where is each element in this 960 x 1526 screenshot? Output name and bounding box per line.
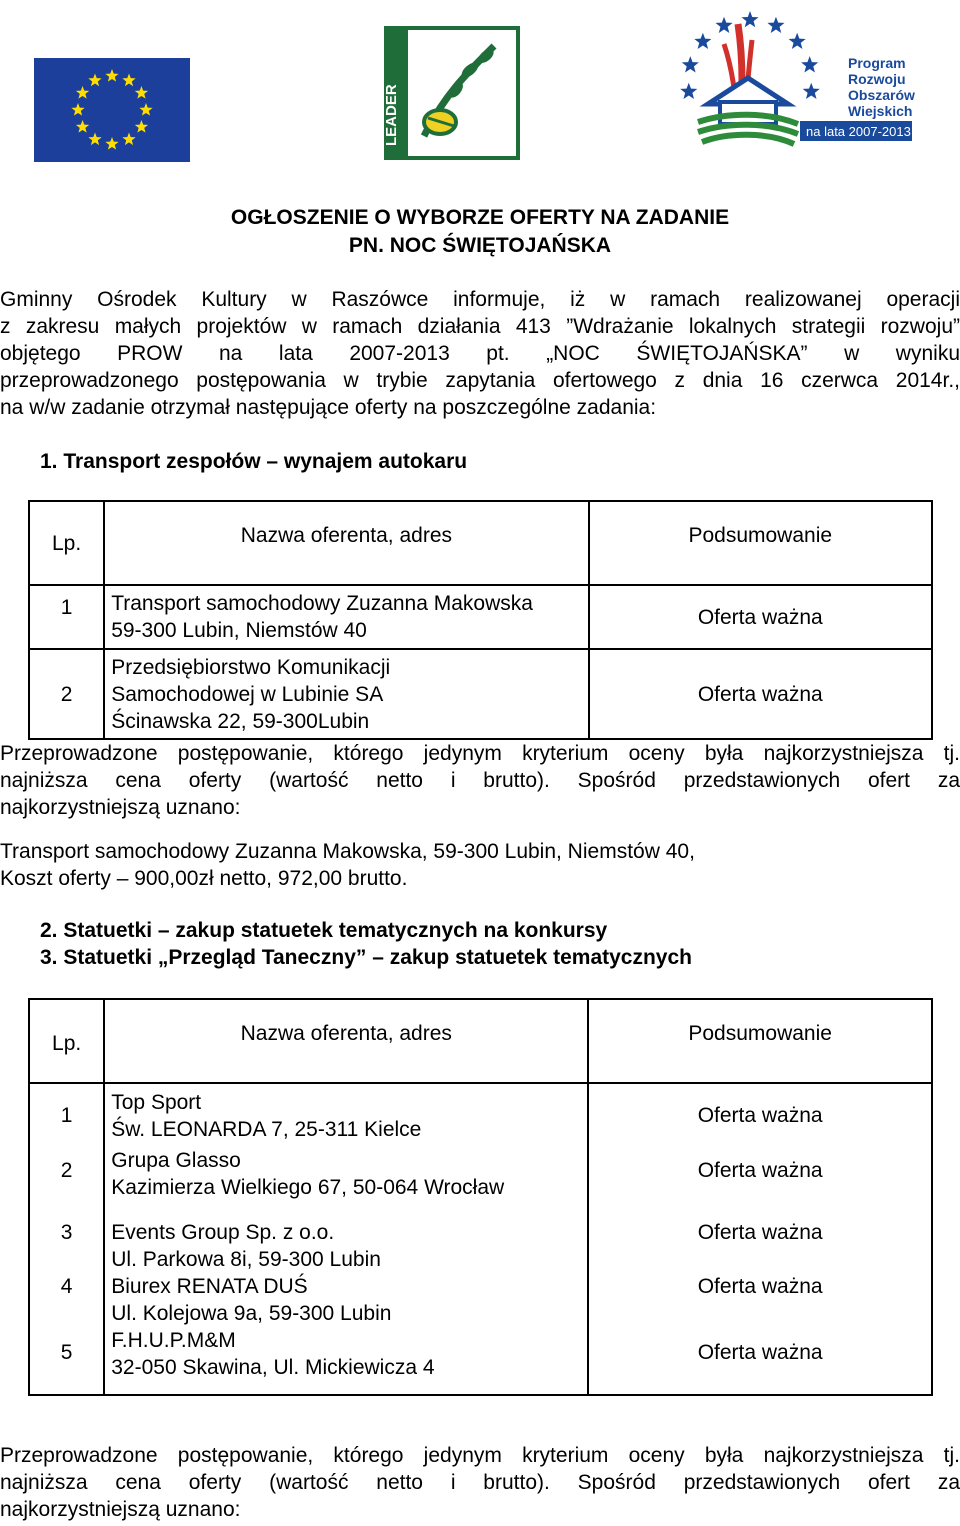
result-line: Przeprowadzone postępowanie, którego jedynym kryterium oceny była najkorzystniejsza tj. bbox=[0, 1444, 960, 1467]
prow-star-icon bbox=[789, 33, 806, 49]
section-1-result bbox=[0, 740, 960, 821]
section-1-winner bbox=[0, 838, 960, 892]
table-row bbox=[29, 585, 932, 649]
winner-line: Koszt oferty – 900,00zł netto, 972,00 brutto. bbox=[0, 867, 408, 890]
row-summary: Oferta ważna bbox=[588, 1273, 932, 1327]
title-line-1: OGŁOSZENIE O WYBORZE OFERTY NA ZADANIE bbox=[230, 206, 730, 229]
row-summary: Oferta ważna bbox=[588, 1327, 932, 1395]
intro-line: Gminny Ośrodek Kultury w Raszówce informuje, iż w ramach realizowanej operacji bbox=[0, 288, 960, 311]
prow-star-icon bbox=[741, 11, 758, 27]
header-name: Nazwa oferenta, adres bbox=[104, 501, 588, 585]
row-name bbox=[104, 1327, 588, 1395]
row-name bbox=[104, 1273, 588, 1327]
row-name bbox=[104, 1147, 588, 1219]
row-name-line: Biurex RENATA DUŚ bbox=[111, 1275, 308, 1298]
result-line: najkorzystniejszą uznano: bbox=[0, 796, 241, 819]
leader-logo-icon bbox=[384, 26, 520, 160]
table-row bbox=[29, 649, 932, 739]
row-summary: Oferta ważna bbox=[588, 1083, 932, 1147]
prow-star-icon bbox=[694, 33, 711, 49]
row-name bbox=[104, 649, 588, 739]
prow-star-icon bbox=[715, 17, 732, 33]
svg-text:Rozwoju: Rozwoju bbox=[848, 71, 906, 87]
table-row bbox=[29, 1219, 932, 1273]
row-lp: 1 bbox=[29, 585, 104, 649]
row-name bbox=[104, 585, 588, 649]
row-lp: 5 bbox=[29, 1327, 104, 1395]
row-summary: Oferta ważna bbox=[589, 585, 932, 649]
intro-paragraph bbox=[0, 286, 960, 421]
offers-table-1 bbox=[28, 500, 933, 740]
row-name-line: Ścinawska 22, 59-300Lubin bbox=[111, 709, 370, 733]
table-row bbox=[29, 1327, 932, 1395]
header-lp: Lp. bbox=[29, 999, 104, 1083]
table-row bbox=[29, 1147, 932, 1219]
row-lp: 2 bbox=[29, 649, 104, 739]
section-3-heading: 3. Statuetki „Przegląd Taneczny” – zakup statuetek tematycznych bbox=[40, 946, 692, 969]
row-lp: 1 bbox=[29, 1083, 104, 1147]
header-name: Nazwa oferenta, adres bbox=[104, 999, 588, 1083]
eu-flag-icon bbox=[34, 58, 190, 162]
result-line: najniższa cena oferty (wartość netto i brutto). Spośród przedstawionych ofert za bbox=[0, 769, 960, 792]
leader-logo bbox=[384, 26, 520, 160]
prow-logo-icon bbox=[668, 4, 918, 154]
prow-star-icon bbox=[803, 83, 820, 99]
header-summary: Podsumowanie bbox=[588, 999, 932, 1083]
table-row bbox=[29, 1083, 932, 1147]
header-lp: Lp. bbox=[29, 501, 104, 585]
row-name-line: Ul. Parkowa 8i, 59-300 Lubin bbox=[111, 1248, 381, 1271]
row-summary: Oferta ważna bbox=[588, 1219, 932, 1273]
row-lp: 4 bbox=[29, 1273, 104, 1327]
eu-flag-logo bbox=[34, 58, 190, 162]
svg-text:LEADER: LEADER bbox=[384, 84, 400, 146]
row-summary: Oferta ważna bbox=[588, 1147, 932, 1219]
result-line: Przeprowadzone postępowanie, którego jedynym kryterium oceny była najkorzystniejsza tj. bbox=[0, 742, 960, 765]
svg-text:na lata 2007-2013: na lata 2007-2013 bbox=[806, 124, 911, 139]
result-line: najkorzystniejszą uznano: bbox=[0, 1498, 241, 1521]
announcement-title bbox=[0, 204, 960, 260]
row-name-line: 59-300 Lubin, Niemstów 40 bbox=[111, 619, 367, 642]
row-name-line: Transport samochodowy Zuzanna Makowska bbox=[111, 592, 533, 615]
header-summary: Podsumowanie bbox=[589, 501, 932, 585]
svg-text:Obszarów: Obszarów bbox=[848, 87, 915, 103]
row-name-line: 32-050 Skawina, Ul. Mickiewicza 4 bbox=[111, 1356, 435, 1379]
prow-star-icon bbox=[682, 56, 699, 72]
svg-text:Wiejskich: Wiejskich bbox=[848, 103, 913, 119]
row-name bbox=[104, 1219, 588, 1273]
prow-star-icon bbox=[801, 56, 818, 72]
table-header-row bbox=[29, 999, 932, 1083]
intro-line: z zakresu małych projektów w ramach działania 413 ”Wdrażanie lokalnych strategii rozwoju” bbox=[0, 315, 960, 338]
row-name-line: Kazimierza Wielkiego 67, 50-064 Wrocław bbox=[111, 1176, 505, 1199]
row-name-line: Top Sport bbox=[111, 1090, 202, 1114]
offers-table-2 bbox=[28, 998, 933, 1396]
row-name-line: Przedsiębiorstwo Komunikacji bbox=[111, 655, 391, 679]
row-name bbox=[104, 1083, 588, 1147]
row-lp: 3 bbox=[29, 1219, 104, 1273]
table-row bbox=[29, 1273, 932, 1327]
row-lp: 2 bbox=[29, 1147, 104, 1219]
winner-line: Transport samochodowy Zuzanna Makowska, 59-300 Lubin, Niemstów 40, bbox=[0, 840, 695, 863]
row-name-line: F.H.U.P.M&M bbox=[111, 1329, 236, 1352]
row-name-line: Św. LEONARDA 7, 25-311 Kielce bbox=[111, 1117, 422, 1141]
intro-line: przeprowadzonego postępowania w trybie zapytania ofertowego z dnia 16 czerwca 2014r., bbox=[0, 369, 960, 392]
section-2-result bbox=[0, 1442, 960, 1523]
row-name-line: Grupa Glasso bbox=[111, 1149, 241, 1172]
intro-line: na w/w zadanie otrzymał następujące oferty na poszczególne zadania: bbox=[0, 396, 657, 419]
section-2-heading: 2. Statuetki – zakup statuetek tematycznych na konkursy bbox=[40, 919, 608, 942]
svg-text:Program: Program bbox=[848, 55, 906, 71]
table-header-row bbox=[29, 501, 932, 585]
intro-line: objętego PROW na lata 2007-2013 pt. „NOC ŚWIĘTOJAŃSKA” w wyniku bbox=[0, 342, 960, 365]
section-1-heading: 1. Transport zespołów – wynajem autokaru bbox=[40, 450, 468, 473]
result-line: najniższa cena oferty (wartość netto i brutto). Spośród przedstawionych ofert za bbox=[0, 1471, 960, 1494]
row-name-line: Events Group Sp. z o.o. bbox=[111, 1221, 335, 1244]
prow-star-icon bbox=[680, 83, 697, 99]
row-summary: Oferta ważna bbox=[589, 649, 932, 739]
prow-star-icon bbox=[767, 17, 784, 33]
row-name-line: Samochodowej w Lubinie SA bbox=[111, 682, 384, 706]
row-name-line: Ul. Kolejowa 9a, 59-300 Lubin bbox=[111, 1302, 392, 1325]
prow-logo bbox=[668, 4, 918, 154]
title-line-2: PN. NOC ŚWIĘTOJAŃSKA bbox=[348, 234, 612, 257]
